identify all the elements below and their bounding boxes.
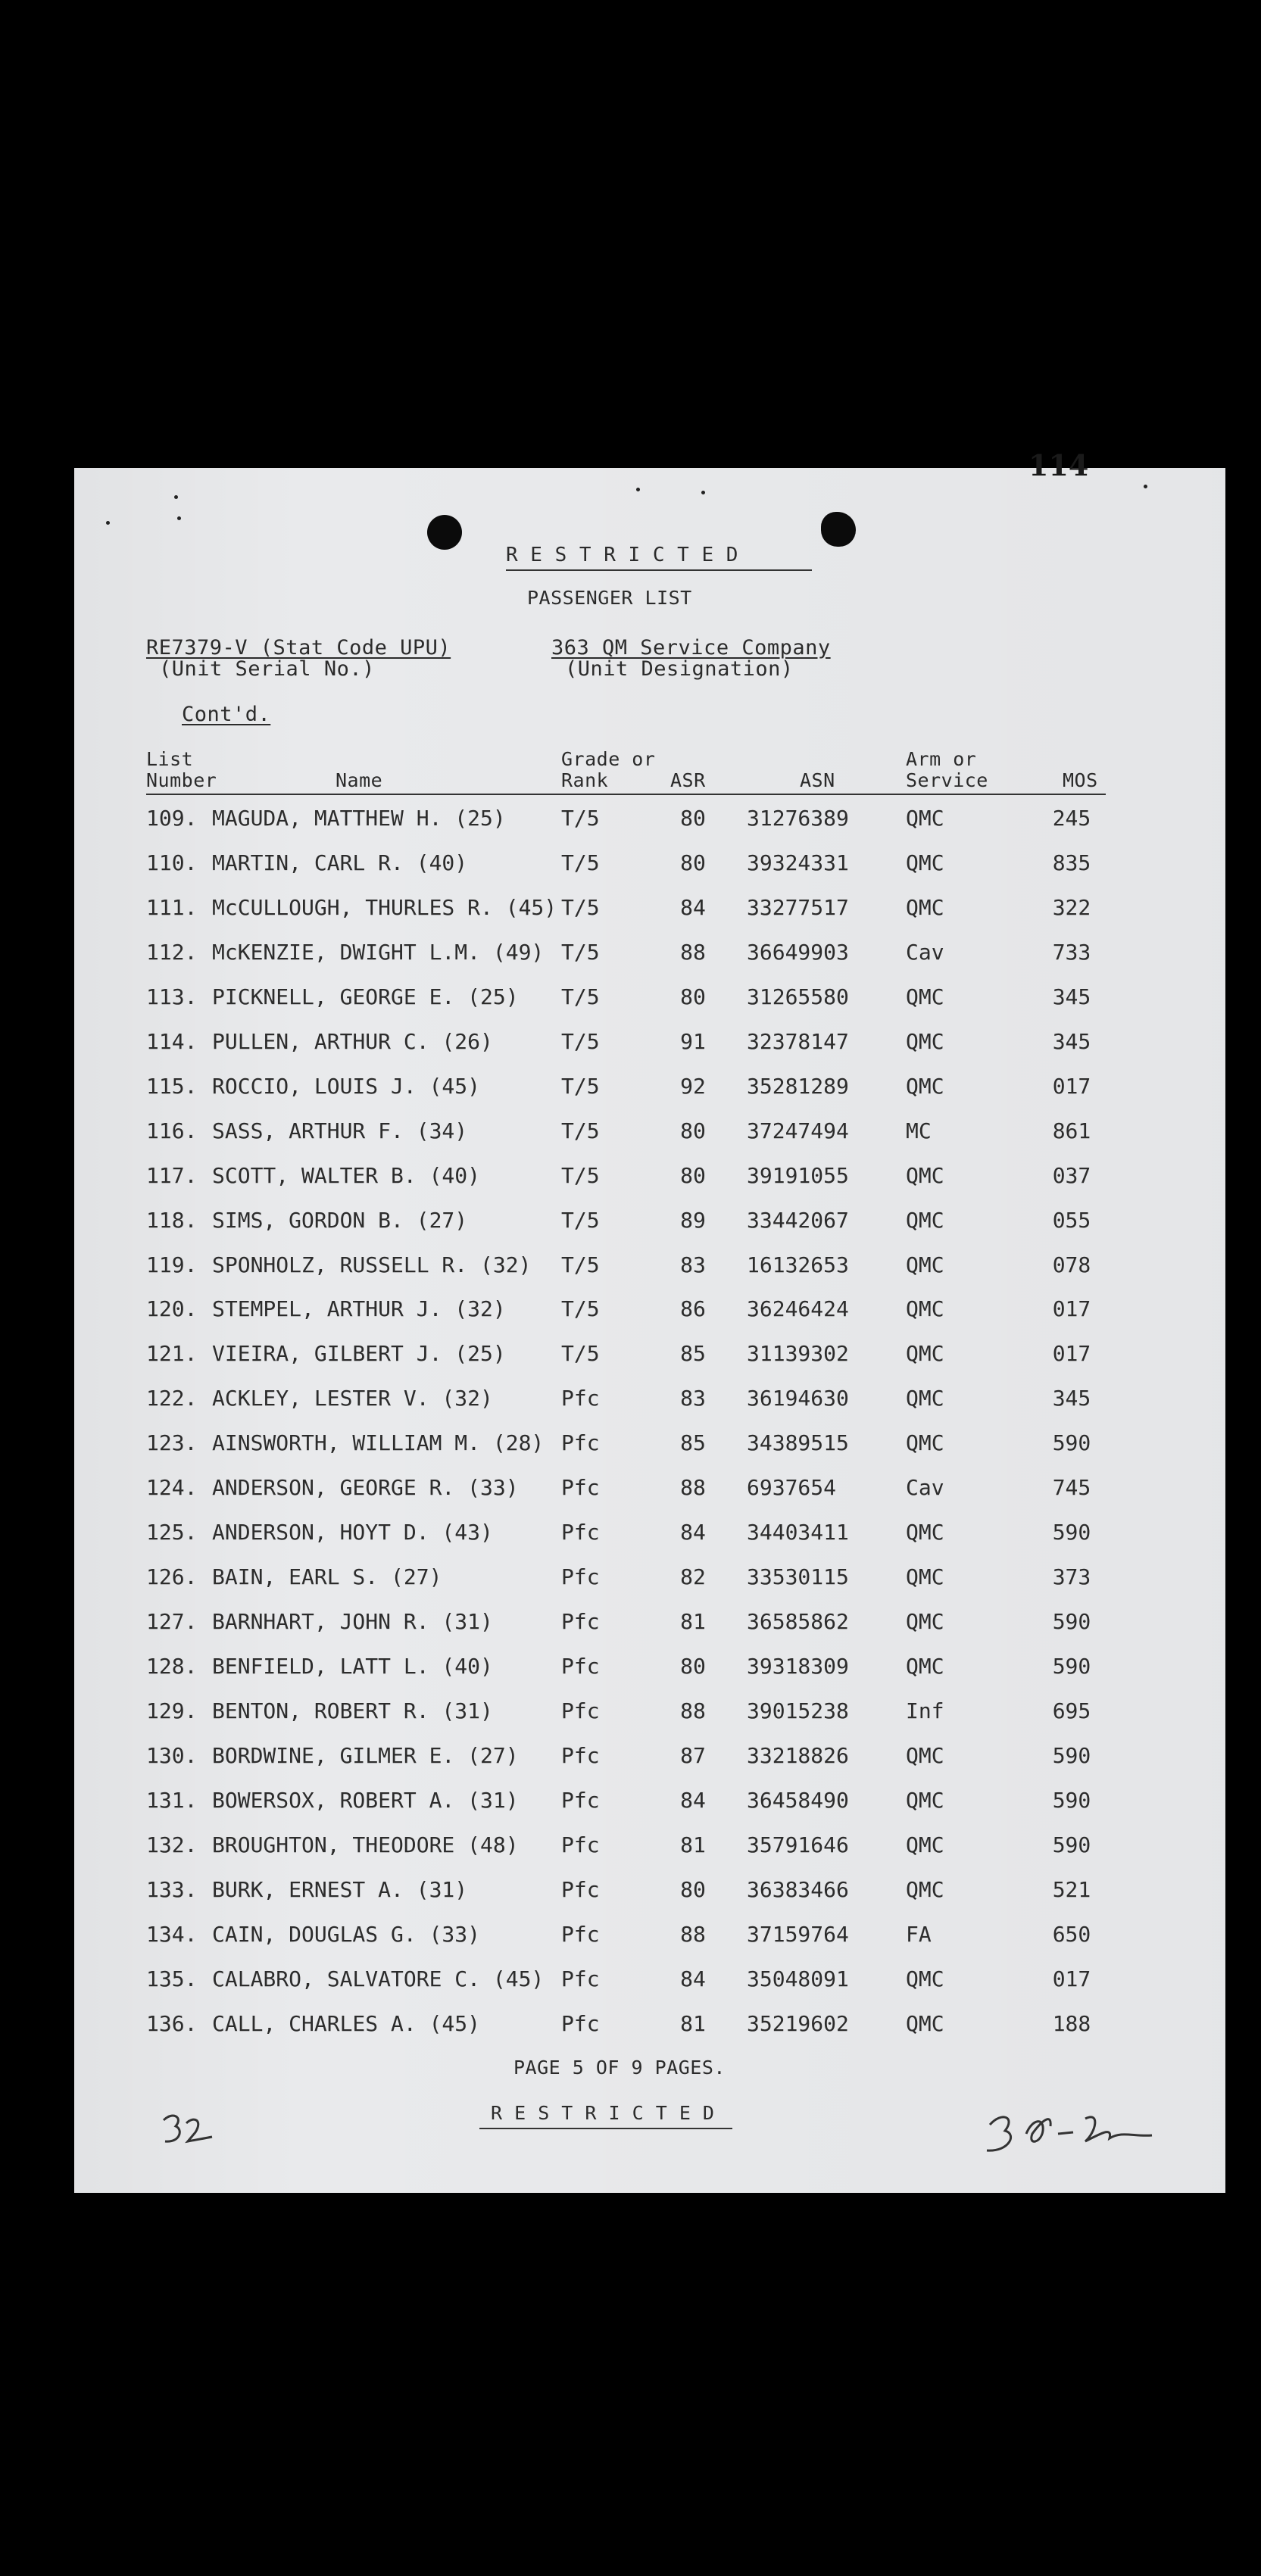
cell-asn: 33530115 [747,1564,849,1590]
cell-arm: QMC [906,1296,944,1322]
cell-asr: 81 [680,2010,706,2036]
cell-num: 122. [146,1386,198,1411]
cell-name: BENTON, ROBERT R. (31) [212,1698,493,1723]
cell-asr: 85 [680,1430,706,1456]
cell-num: 110. [146,850,198,875]
unit-serial-caption: (Unit Serial No.) [159,657,375,681]
cell-mos: 017 [1052,1341,1091,1367]
cell-grade: Pfc [561,1698,600,1723]
cell-num: 111. [146,894,198,920]
cell-name: BORDWINE, GILMER E. (27) [212,1742,519,1768]
speck [636,488,640,491]
cell-asn: 36246424 [747,1296,849,1322]
title-underline [506,569,812,571]
cell-mos: 590 [1052,1609,1091,1635]
cell-num: 121. [146,1341,198,1367]
cell-arm: QMC [906,1252,944,1277]
cell-name: McKENZIE, DWIGHT L.M. (49) [212,939,545,965]
table-row [74,1296,1225,1334]
cell-asn: 36585862 [747,1609,849,1635]
cell-asn: 37159764 [747,1921,849,1947]
unit-designation-value: 363 QM Service Company [551,636,831,660]
cell-mos: 017 [1052,1966,1091,1991]
cell-name: BAIN, EARL S. (27) [212,1564,442,1590]
cell-grade: T/5 [561,806,600,831]
cell-mos: 345 [1052,1386,1091,1411]
cell-grade: T/5 [561,850,600,875]
cell-grade: Pfc [561,1564,600,1590]
cell-name: VIEIRA, GILBERT J. (25) [212,1341,506,1367]
cell-asr: 88 [680,1921,706,1947]
cell-num: 127. [146,1609,198,1635]
cell-grade: T/5 [561,1341,600,1367]
cell-arm: MC [906,1118,932,1143]
table-row [74,1788,1225,1826]
table-row [74,1475,1225,1513]
cell-asn: 32378147 [747,1028,849,1054]
cell-grade: Pfc [561,1609,600,1635]
cell-num: 128. [146,1654,198,1679]
cell-asr: 86 [680,1296,706,1322]
cell-grade: T/5 [561,939,600,965]
cell-grade: Pfc [561,1921,600,1947]
cell-mos: 835 [1052,850,1091,875]
cell-arm: QMC [906,1876,944,1902]
cell-arm: QMC [906,984,944,1009]
cell-grade: T/5 [561,1073,600,1099]
cell-grade: T/5 [561,1118,600,1143]
col-asr: ASR [670,769,706,791]
cell-arm: QMC [906,2010,944,2036]
cell-mos: 245 [1052,806,1091,831]
page-footer: PAGE 5 OF 9 PAGES. [513,2057,726,2079]
table-row [74,1118,1225,1156]
cell-num: 125. [146,1520,198,1545]
cell-name: CAIN, DOUGLAS G. (33) [212,1921,481,1947]
cell-asn: 16132653 [747,1252,849,1277]
cell-asn: 39318309 [747,1654,849,1679]
document-subtitle: PASSENGER LIST [527,587,692,609]
cell-num: 117. [146,1162,198,1188]
cell-grade: Pfc [561,1832,600,1857]
continued-label: Cont'd. [182,703,271,726]
cell-asr: 80 [680,1876,706,1902]
cell-arm: QMC [906,850,944,875]
cell-asn: 37247494 [747,1118,849,1143]
cell-mos: 017 [1052,1073,1091,1099]
cell-num: 126. [146,1564,198,1590]
cell-mos: 055 [1052,1207,1091,1233]
cell-grade: Pfc [561,1475,600,1501]
cell-asr: 80 [680,1118,706,1143]
cell-name: ROCCIO, LOUIS J. (45) [212,1073,481,1099]
cell-asn: 31276389 [747,806,849,831]
cell-asr: 81 [680,1832,706,1857]
cell-arm: QMC [906,894,944,920]
cell-arm: QMC [906,1564,944,1590]
cell-grade: T/5 [561,984,600,1009]
cell-arm: QMC [906,1832,944,1857]
cell-num: 132. [146,1832,198,1857]
speck [177,516,181,520]
cell-arm: Cav [906,1475,944,1501]
cell-grade: T/5 [561,894,600,920]
cell-asn: 35219602 [747,2010,849,2036]
cell-num: 109. [146,806,198,831]
document-page [74,468,1225,2193]
table-row [74,1252,1225,1290]
cell-name: ANDERSON, GEORGE R. (33) [212,1475,519,1501]
cell-mos: 590 [1052,1654,1091,1679]
cell-num: 130. [146,1742,198,1768]
col-mos: MOS [1063,769,1098,791]
cell-grade: T/5 [561,1162,600,1188]
cell-arm: QMC [906,1341,944,1367]
cell-asn: 39324331 [747,850,849,875]
table-row [74,1832,1225,1870]
cell-asr: 83 [680,1252,706,1277]
handwritten-initials-right [979,2104,1161,2164]
cell-mos: 695 [1052,1698,1091,1723]
cell-mos: 037 [1052,1162,1091,1188]
cell-mos: 590 [1052,1520,1091,1545]
cell-mos: 861 [1052,1118,1091,1143]
cell-name: SPONHOLZ, RUSSELL R. (32) [212,1252,532,1277]
cell-asn: 35048091 [747,1966,849,1991]
table-row [74,850,1225,888]
cell-num: 116. [146,1118,198,1143]
cell-asn: 36383466 [747,1876,849,1902]
punch-hole-left [427,515,462,550]
cell-grade: Pfc [561,1876,600,1902]
cell-num: 118. [146,1207,198,1233]
speck [1144,485,1147,488]
unit-designation-caption: (Unit Designation) [565,657,794,681]
cell-asn: 31139302 [747,1341,849,1367]
cell-asr: 84 [680,894,706,920]
cell-asn: 35791646 [747,1832,849,1857]
cell-asn: 34389515 [747,1430,849,1456]
table-row [74,1609,1225,1647]
cell-mos: 521 [1052,1876,1091,1902]
cell-name: PULLEN, ARTHUR C. (26) [212,1028,493,1054]
cell-mos: 590 [1052,1787,1091,1813]
header-rule [146,794,1106,795]
col-name: Name [336,769,383,791]
cell-grade: Pfc [561,1386,600,1411]
cell-arm: QMC [906,1028,944,1054]
cell-arm: QMC [906,1742,944,1768]
cell-asr: 84 [680,1966,706,1991]
table-row [74,1520,1225,1558]
cell-num: 129. [146,1698,198,1723]
cell-arm: QMC [906,806,944,831]
cell-asn: 34403411 [747,1520,849,1545]
col-list-number-l2: Number [146,769,217,791]
cell-asr: 80 [680,1162,706,1188]
speck [701,491,705,494]
cell-asn: 36649903 [747,939,849,965]
table-row [74,1922,1225,1960]
cell-grade: Pfc [561,1787,600,1813]
cell-mos: 017 [1052,1296,1091,1322]
table-row [74,1029,1225,1067]
table-row [74,1966,1225,2004]
page-stamp-number: 114 [1028,448,1089,482]
col-list-number-l1: List [146,748,194,770]
table-row [74,1386,1225,1424]
speck [106,521,110,525]
cell-asr: 92 [680,1073,706,1099]
cell-arm: QMC [906,1787,944,1813]
col-arm-l2: Service [906,769,988,791]
cell-arm: QMC [906,1609,944,1635]
cell-asn: 33218826 [747,1742,849,1768]
cell-num: 113. [146,984,198,1009]
cell-asn: 35281289 [747,1073,849,1099]
table-row [74,1654,1225,1692]
cell-num: 124. [146,1475,198,1501]
cell-num: 123. [146,1430,198,1456]
cell-num: 120. [146,1296,198,1322]
cell-arm: QMC [906,1654,944,1679]
cell-name: McCULLOUGH, THURLES R. (45) [212,894,557,920]
cell-asr: 83 [680,1386,706,1411]
cell-name: SCOTT, WALTER B. (40) [212,1162,481,1188]
cell-mos: 373 [1052,1564,1091,1590]
col-arm-l1: Arm or [906,748,977,770]
cell-num: 134. [146,1921,198,1947]
cell-name: MARTIN, CARL R. (40) [212,850,468,875]
cell-grade: Pfc [561,2010,600,2036]
table-row [74,984,1225,1022]
cell-asn: 33277517 [747,894,849,920]
cell-grade: Pfc [561,1742,600,1768]
cell-name: STEMPEL, ARTHUR J. (32) [212,1296,506,1322]
cell-asn: 36458490 [747,1787,849,1813]
footer-restricted: R E S T R I C T E D [491,2102,715,2124]
cell-name: BROUGHTON, THEODORE (48) [212,1832,519,1857]
cell-asn: 39015238 [747,1698,849,1723]
cell-mos: 078 [1052,1252,1091,1277]
table-row [74,806,1225,844]
unit-serial-value: RE7379-V (Stat Code UPU) [146,636,451,660]
cell-num: 133. [146,1876,198,1902]
cell-grade: Pfc [561,1430,600,1456]
footer-underline [479,2128,732,2129]
cell-asr: 82 [680,1564,706,1590]
cell-name: ACKLEY, LESTER V. (32) [212,1386,493,1411]
cell-mos: 322 [1052,894,1091,920]
table-row [74,1698,1225,1736]
cell-mos: 590 [1052,1430,1091,1456]
cell-asr: 84 [680,1787,706,1813]
table-row [74,895,1225,933]
cell-mos: 650 [1052,1921,1091,1947]
cell-arm: QMC [906,1520,944,1545]
cell-name: AINSWORTH, WILLIAM M. (28) [212,1430,545,1456]
cell-grade: T/5 [561,1252,600,1277]
table-row [74,1208,1225,1246]
cell-asr: 80 [680,850,706,875]
cell-grade: T/5 [561,1207,600,1233]
cell-mos: 345 [1052,1028,1091,1054]
cell-arm: Inf [906,1698,944,1723]
cell-asr: 80 [680,806,706,831]
cell-asr: 85 [680,1341,706,1367]
table-row [74,940,1225,978]
cell-arm: QMC [906,1073,944,1099]
cell-asn: 39191055 [747,1162,849,1188]
cell-grade: Pfc [561,1654,600,1679]
col-asn: ASN [800,769,835,791]
cell-num: 135. [146,1966,198,1991]
cell-asr: 91 [680,1028,706,1054]
cell-num: 136. [146,2010,198,2036]
cell-name: SIMS, GORDON B. (27) [212,1207,468,1233]
cell-name: BENFIELD, LATT L. (40) [212,1654,493,1679]
cell-mos: 188 [1052,2010,1091,2036]
cell-name: BARNHART, JOHN R. (31) [212,1609,493,1635]
cell-asn: 33442067 [747,1207,849,1233]
table-row [74,1877,1225,1915]
cell-asr: 81 [680,1609,706,1635]
cell-asr: 80 [680,1654,706,1679]
cell-mos: 745 [1052,1475,1091,1501]
cell-mos: 590 [1052,1742,1091,1768]
cell-name: MAGUDA, MATTHEW H. (25) [212,806,506,831]
cell-name: SASS, ARTHUR F. (34) [212,1118,468,1143]
cell-asn: 6937654 [747,1475,837,1501]
cell-arm: QMC [906,1386,944,1411]
cell-name: BURK, ERNEST A. (31) [212,1876,468,1902]
cell-asr: 84 [680,1520,706,1545]
cell-mos: 590 [1052,1832,1091,1857]
table-row [74,1074,1225,1112]
cell-grade: Pfc [561,1966,600,1991]
cell-asn: 36194630 [747,1386,849,1411]
cell-num: 114. [146,1028,198,1054]
cell-asr: 88 [680,939,706,965]
table-row [74,1743,1225,1781]
document-title: R E S T R I C T E D [506,544,738,566]
cell-num: 112. [146,939,198,965]
cell-asr: 87 [680,1742,706,1768]
table-row [74,1430,1225,1468]
cell-arm: QMC [906,1207,944,1233]
table-row [74,1564,1225,1602]
cell-num: 119. [146,1252,198,1277]
cell-mos: 733 [1052,939,1091,965]
punch-hole-right [821,512,856,547]
cell-asr: 88 [680,1475,706,1501]
cell-arm: QMC [906,1430,944,1456]
cell-num: 131. [146,1787,198,1813]
table-row [74,1341,1225,1379]
cell-name: PICKNELL, GEORGE E. (25) [212,984,519,1009]
cell-grade: T/5 [561,1296,600,1322]
cell-mos: 345 [1052,984,1091,1009]
cell-name: ANDERSON, HOYT D. (43) [212,1520,493,1545]
cell-grade: Pfc [561,1520,600,1545]
cell-name: CALABRO, SALVATORE C. (45) [212,1966,545,1991]
cell-asr: 88 [680,1698,706,1723]
speck [174,495,178,499]
cell-num: 115. [146,1073,198,1099]
cell-asn: 31265580 [747,984,849,1009]
cell-name: CALL, CHARLES A. (45) [212,2010,481,2036]
col-grade-l1: Grade or [561,748,656,770]
col-grade-l2: Rank [561,769,609,791]
cell-name: BOWERSOX, ROBERT A. (31) [212,1787,519,1813]
table-row [74,2011,1225,2049]
handwritten-mark-left [158,2110,218,2155]
cell-arm: Cav [906,939,944,965]
cell-grade: T/5 [561,1028,600,1054]
cell-arm: QMC [906,1966,944,1991]
cell-asr: 89 [680,1207,706,1233]
table-row [74,1163,1225,1201]
cell-arm: FA [906,1921,932,1947]
cell-asr: 80 [680,984,706,1009]
cell-arm: QMC [906,1162,944,1188]
